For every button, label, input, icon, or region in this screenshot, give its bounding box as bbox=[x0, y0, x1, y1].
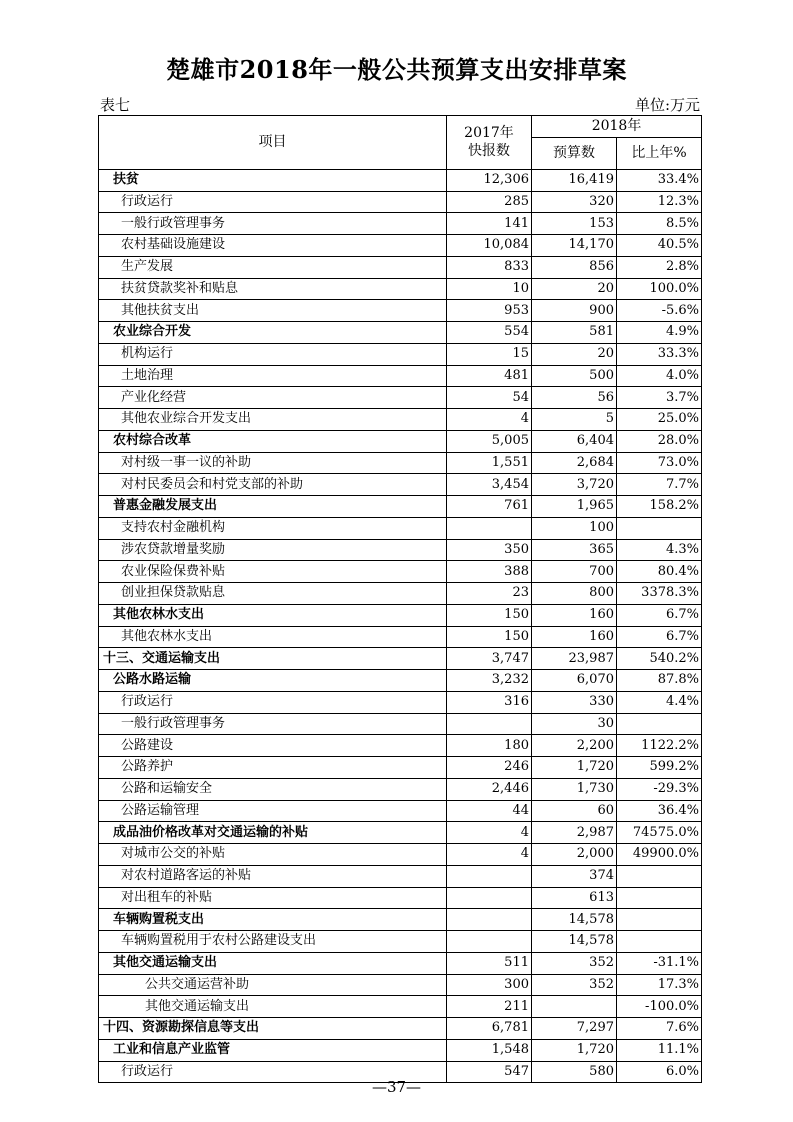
row-budget-value: 20 bbox=[532, 343, 617, 365]
row-budget-value: 5 bbox=[532, 409, 617, 431]
row-budget-value: 6,404 bbox=[532, 430, 617, 452]
table-row bbox=[99, 844, 702, 866]
row-2017-value: 4 bbox=[447, 409, 532, 431]
row-budget-value: 2,987 bbox=[532, 822, 617, 844]
row-2017-value: 44 bbox=[447, 800, 532, 822]
row-change-value: -29.3% bbox=[617, 778, 702, 800]
row-budget-value: 14,170 bbox=[532, 235, 617, 257]
row-name: 创业担保贷款贴息 bbox=[99, 583, 447, 605]
row-2017-value: 6,781 bbox=[447, 1018, 532, 1040]
row-budget-value: 320 bbox=[532, 191, 617, 213]
row-name: 对出租车的补贴 bbox=[99, 887, 447, 909]
table-row bbox=[99, 430, 702, 452]
row-change-value: 2.8% bbox=[617, 256, 702, 278]
row-change-value: 17.3% bbox=[617, 974, 702, 996]
row-name: 产业化经营 bbox=[99, 387, 447, 409]
table-row bbox=[99, 909, 702, 931]
row-change-value: 6.7% bbox=[617, 626, 702, 648]
row-budget-value: 1,720 bbox=[532, 757, 617, 779]
row-name: 公路和运输安全 bbox=[99, 778, 447, 800]
row-2017-value: 388 bbox=[447, 561, 532, 583]
row-budget-value: 160 bbox=[532, 626, 617, 648]
row-change-value: 80.4% bbox=[617, 561, 702, 583]
row-2017-value bbox=[447, 909, 532, 931]
row-2017-value: 150 bbox=[447, 604, 532, 626]
table-row bbox=[99, 256, 702, 278]
row-2017-value: 4 bbox=[447, 844, 532, 866]
row-name: 对城市公交的补贴 bbox=[99, 844, 447, 866]
row-budget-value: 56 bbox=[532, 387, 617, 409]
row-name: 工业和信息产业监管 bbox=[99, 1039, 447, 1061]
row-change-value bbox=[617, 931, 702, 953]
row-change-value: 11.1% bbox=[617, 1039, 702, 1061]
table-row bbox=[99, 1039, 702, 1061]
row-name: 农业保险保费补贴 bbox=[99, 561, 447, 583]
row-2017-value: 833 bbox=[447, 256, 532, 278]
row-change-value: 87.8% bbox=[617, 670, 702, 692]
row-change-value: 33.3% bbox=[617, 343, 702, 365]
row-name: 十四、资源勘探信息等支出 bbox=[99, 1018, 447, 1040]
row-change-value: 158.2% bbox=[617, 496, 702, 518]
row-budget-value: 856 bbox=[532, 256, 617, 278]
row-2017-value: 511 bbox=[447, 952, 532, 974]
row-name: 公路建设 bbox=[99, 735, 447, 757]
row-2017-value: 1,551 bbox=[447, 452, 532, 474]
table-row bbox=[99, 648, 702, 670]
row-name: 机构运行 bbox=[99, 343, 447, 365]
table-row bbox=[99, 1018, 702, 1040]
table-row bbox=[99, 735, 702, 757]
row-change-value: 1122.2% bbox=[617, 735, 702, 757]
row-name: 涉农贷款增量奖励 bbox=[99, 539, 447, 561]
table-row bbox=[99, 713, 702, 735]
unit-label: 单位:万元 bbox=[634, 96, 700, 114]
row-name: 行政运行 bbox=[99, 1061, 447, 1083]
row-change-value: 4.0% bbox=[617, 365, 702, 387]
row-name: 一般行政管理事务 bbox=[99, 713, 447, 735]
table-row bbox=[99, 278, 702, 300]
table-body bbox=[99, 169, 702, 1083]
row-name: 其他扶贫支出 bbox=[99, 300, 447, 322]
table-row bbox=[99, 822, 702, 844]
row-change-value: 3378.3% bbox=[617, 583, 702, 605]
table-label: 表七 bbox=[100, 96, 131, 114]
row-name: 公路水路运输 bbox=[99, 670, 447, 692]
row-budget-value: 352 bbox=[532, 952, 617, 974]
row-name: 其他交通运输支出 bbox=[99, 952, 447, 974]
row-2017-value: 54 bbox=[447, 387, 532, 409]
row-budget-value: 1,730 bbox=[532, 778, 617, 800]
row-budget-value: 14,578 bbox=[532, 909, 617, 931]
table-row bbox=[99, 409, 702, 431]
table-row bbox=[99, 387, 702, 409]
row-change-value bbox=[617, 713, 702, 735]
row-name: 行政运行 bbox=[99, 191, 447, 213]
row-change-value: 100.0% bbox=[617, 278, 702, 300]
table-row bbox=[99, 322, 702, 344]
row-name: 其他农林水支出 bbox=[99, 604, 447, 626]
row-2017-value bbox=[447, 887, 532, 909]
row-change-value bbox=[617, 517, 702, 539]
row-change-value: -31.1% bbox=[617, 952, 702, 974]
table-row bbox=[99, 517, 702, 539]
row-name: 其他交通运输支出 bbox=[99, 996, 447, 1018]
table-row bbox=[99, 974, 702, 996]
row-budget-value: 374 bbox=[532, 865, 617, 887]
row-budget-value: 580 bbox=[532, 1061, 617, 1083]
row-2017-value: 547 bbox=[447, 1061, 532, 1083]
row-budget-value: 330 bbox=[532, 691, 617, 713]
row-change-value: 73.0% bbox=[617, 452, 702, 474]
row-2017-value: 2,446 bbox=[447, 778, 532, 800]
row-budget-value: 16,419 bbox=[532, 169, 617, 191]
row-2017-value: 554 bbox=[447, 322, 532, 344]
row-budget-value: 60 bbox=[532, 800, 617, 822]
row-name: 扶贫贷款奖补和贴息 bbox=[99, 278, 447, 300]
row-2017-value bbox=[447, 865, 532, 887]
row-budget-value: 20 bbox=[532, 278, 617, 300]
row-change-value: 33.4% bbox=[617, 169, 702, 191]
row-name: 对农村道路客运的补贴 bbox=[99, 865, 447, 887]
row-2017-value: 23 bbox=[447, 583, 532, 605]
row-name: 公共交通运营补助 bbox=[99, 974, 447, 996]
row-name: 车辆购置税支出 bbox=[99, 909, 447, 931]
row-2017-value: 10,084 bbox=[447, 235, 532, 257]
row-change-value: 599.2% bbox=[617, 757, 702, 779]
row-2017-value: 5,005 bbox=[447, 430, 532, 452]
row-budget-value: 100 bbox=[532, 517, 617, 539]
table-row bbox=[99, 757, 702, 779]
row-budget-value: 352 bbox=[532, 974, 617, 996]
row-budget-value: 1,720 bbox=[532, 1039, 617, 1061]
row-budget-value: 6,070 bbox=[532, 670, 617, 692]
row-name: 对村级一事一议的补助 bbox=[99, 452, 447, 474]
page-number: —37— bbox=[371, 1078, 422, 1096]
row-name: 十三、交通运输支出 bbox=[99, 648, 447, 670]
row-change-value: 4.9% bbox=[617, 322, 702, 344]
table-row bbox=[99, 235, 702, 257]
row-budget-value: 900 bbox=[532, 300, 617, 322]
row-change-value: 28.0% bbox=[617, 430, 702, 452]
header-2017 bbox=[447, 116, 532, 170]
row-change-value: -100.0% bbox=[617, 996, 702, 1018]
row-budget-value: 500 bbox=[532, 365, 617, 387]
row-change-value bbox=[617, 909, 702, 931]
row-budget-value: 1,965 bbox=[532, 496, 617, 518]
row-2017-value: 300 bbox=[447, 974, 532, 996]
row-budget-value: 700 bbox=[532, 561, 617, 583]
row-budget-value: 153 bbox=[532, 213, 617, 235]
row-budget-value: 2,000 bbox=[532, 844, 617, 866]
row-name: 对村民委员会和村党支部的补助 bbox=[99, 474, 447, 496]
row-change-value: 4.3% bbox=[617, 539, 702, 561]
table-row bbox=[99, 691, 702, 713]
table-row bbox=[99, 996, 702, 1018]
header-budget: 预算数 bbox=[532, 137, 617, 169]
row-2017-value: 180 bbox=[447, 735, 532, 757]
row-name: 公路养护 bbox=[99, 757, 447, 779]
table-row bbox=[99, 952, 702, 974]
row-budget-value: 23,987 bbox=[532, 648, 617, 670]
header-change: 比上年% bbox=[617, 137, 702, 169]
table-row bbox=[99, 365, 702, 387]
table-row bbox=[99, 583, 702, 605]
table-header bbox=[99, 116, 702, 170]
row-change-value bbox=[617, 887, 702, 909]
row-2017-value: 211 bbox=[447, 996, 532, 1018]
table-row bbox=[99, 865, 702, 887]
row-name: 行政运行 bbox=[99, 691, 447, 713]
row-name: 其他农业综合开发支出 bbox=[99, 409, 447, 431]
row-2017-value: 3,454 bbox=[447, 474, 532, 496]
row-name: 农村基础设施建设 bbox=[99, 235, 447, 257]
row-2017-value: 10 bbox=[447, 278, 532, 300]
row-change-value: 6.7% bbox=[617, 604, 702, 626]
row-2017-value: 12,306 bbox=[447, 169, 532, 191]
row-change-value: 7.7% bbox=[617, 474, 702, 496]
budget-table bbox=[98, 115, 702, 1083]
row-name: 土地治理 bbox=[99, 365, 447, 387]
row-2017-value: 141 bbox=[447, 213, 532, 235]
row-name: 农村综合改革 bbox=[99, 430, 447, 452]
row-change-value: 8.5% bbox=[617, 213, 702, 235]
table-row bbox=[99, 626, 702, 648]
row-name: 普惠金融发展支出 bbox=[99, 496, 447, 518]
table-row bbox=[99, 191, 702, 213]
row-budget-value: 2,200 bbox=[532, 735, 617, 757]
row-2017-value: 4 bbox=[447, 822, 532, 844]
table-row bbox=[99, 778, 702, 800]
row-2017-value: 1,548 bbox=[447, 1039, 532, 1061]
table-row bbox=[99, 931, 702, 953]
row-budget-value: 613 bbox=[532, 887, 617, 909]
row-change-value: 36.4% bbox=[617, 800, 702, 822]
row-budget-value: 3,720 bbox=[532, 474, 617, 496]
row-change-value bbox=[617, 865, 702, 887]
table-row bbox=[99, 474, 702, 496]
row-change-value: 49900.0% bbox=[617, 844, 702, 866]
table-row bbox=[99, 604, 702, 626]
row-budget-value: 30 bbox=[532, 713, 617, 735]
row-budget-value: 14,578 bbox=[532, 931, 617, 953]
table-row bbox=[99, 300, 702, 322]
row-2017-value: 150 bbox=[447, 626, 532, 648]
row-change-value: 25.0% bbox=[617, 409, 702, 431]
row-2017-value bbox=[447, 517, 532, 539]
page-title: 楚雄市2018年一般公共预算支出安排草案 bbox=[166, 55, 627, 84]
row-2017-value: 761 bbox=[447, 496, 532, 518]
table-row bbox=[99, 452, 702, 474]
row-name: 其他农林水支出 bbox=[99, 626, 447, 648]
table-row bbox=[99, 539, 702, 561]
row-name: 生产发展 bbox=[99, 256, 447, 278]
row-change-value: 74575.0% bbox=[617, 822, 702, 844]
header-2017-year: 2017年 bbox=[464, 125, 514, 142]
row-2017-value: 3,747 bbox=[447, 648, 532, 670]
row-change-value: 540.2% bbox=[617, 648, 702, 670]
row-change-value: 4.4% bbox=[617, 691, 702, 713]
row-2017-value: 350 bbox=[447, 539, 532, 561]
row-2017-value: 15 bbox=[447, 343, 532, 365]
table-row bbox=[99, 169, 702, 191]
row-2017-value: 953 bbox=[447, 300, 532, 322]
header-2018: 2018年 bbox=[532, 116, 702, 138]
row-2017-value: 246 bbox=[447, 757, 532, 779]
header-2017-actual: 快报数 bbox=[468, 143, 510, 160]
row-name: 公路运输管理 bbox=[99, 800, 447, 822]
row-budget-value: 160 bbox=[532, 604, 617, 626]
table-row bbox=[99, 213, 702, 235]
table-row bbox=[99, 670, 702, 692]
row-2017-value: 3,232 bbox=[447, 670, 532, 692]
row-budget-value: 2,684 bbox=[532, 452, 617, 474]
table-row bbox=[99, 887, 702, 909]
row-budget-value: 581 bbox=[532, 322, 617, 344]
row-name: 一般行政管理事务 bbox=[99, 213, 447, 235]
row-change-value: 40.5% bbox=[617, 235, 702, 257]
row-name: 农业综合开发 bbox=[99, 322, 447, 344]
table-row bbox=[99, 561, 702, 583]
row-change-value: 3.7% bbox=[617, 387, 702, 409]
row-budget-value: 800 bbox=[532, 583, 617, 605]
row-name: 车辆购置税用于农村公路建设支出 bbox=[99, 931, 447, 953]
row-change-value: 12.3% bbox=[617, 191, 702, 213]
row-budget-value: 365 bbox=[532, 539, 617, 561]
row-budget-value bbox=[532, 996, 617, 1018]
row-2017-value: 481 bbox=[447, 365, 532, 387]
row-2017-value: 285 bbox=[447, 191, 532, 213]
table-row bbox=[99, 496, 702, 518]
row-budget-value: 7,297 bbox=[532, 1018, 617, 1040]
row-2017-value: 316 bbox=[447, 691, 532, 713]
table-row bbox=[99, 343, 702, 365]
row-change-value: 7.6% bbox=[617, 1018, 702, 1040]
row-name: 扶贫 bbox=[99, 169, 447, 191]
row-change-value: -5.6% bbox=[617, 300, 702, 322]
table-row bbox=[99, 800, 702, 822]
header-item: 项目 bbox=[99, 116, 447, 170]
row-change-value: 6.0% bbox=[617, 1061, 702, 1083]
row-name: 支持农村金融机构 bbox=[99, 517, 447, 539]
row-2017-value bbox=[447, 713, 532, 735]
row-name: 成品油价格改革对交通运输的补贴 bbox=[99, 822, 447, 844]
row-2017-value bbox=[447, 931, 532, 953]
